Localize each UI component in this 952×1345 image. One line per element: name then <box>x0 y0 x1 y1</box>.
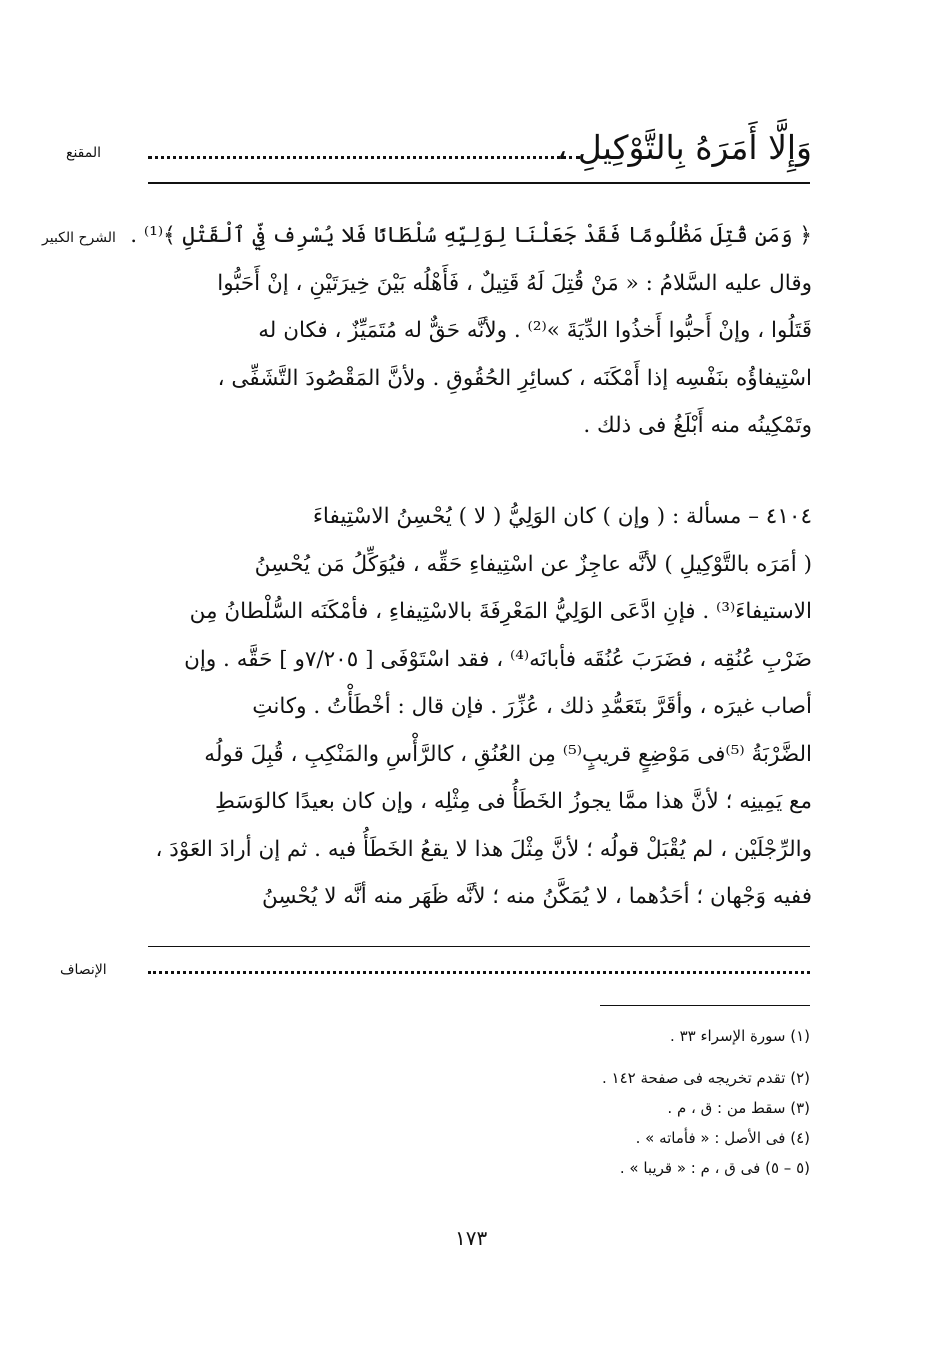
running-header-title: وَإِلَّا أَمَرَهُ بِالتَّوْكِيلِ ، <box>556 128 812 167</box>
footnote-item: (٣) سقط من : ق ، م . <box>667 1099 810 1117</box>
masala-line: مع يَمِينِه ؛ لأنَّ هذا ممَّا يجوزُ الخَطَأُ فى مِثْلِه ، وإن كان بعيدًا كالوَسَطِ <box>215 789 812 814</box>
sharh-line: اسْتِيفاؤُه بنَفْسِه إذا أَمْكَنَه ، كسائِرِ الحُقُوقِ . ولأنَّ المَقْصُودَ التَّشَفِّى ، <box>217 365 812 391</box>
footnote-item: (٢) تقدم تخريجه فى صفحة ١٤٢ . <box>601 1069 810 1087</box>
sharh-line: وتَمْكِينُه منه أَبْلَغُ فى ذلك . <box>583 413 812 438</box>
body-bottom-rule <box>148 946 810 947</box>
masala-line: ( أمَرَه بالتَّوْكِيلِ ) لأنَّه عاجِزٌ عن اسْتِيفاءِ حَقِّه ، فيُوَكِّلُ مَن يُحْسِنُ <box>254 551 812 577</box>
header-rule <box>148 182 810 184</box>
sharh-line: قَتَلُوا ، وإنْ أَحبُّوا أَخذُوا الدِّيَةَ »⁽²⁾ . ولأنَّه حَقٌّ له مُتَمَيِّزٌ ، فكان له <box>258 318 812 343</box>
sharh-line: ﴿ وَمَن قُتِلَ مَظْلُومًا فَقَدْ جَعَلْنَا لِوَلِيِّهِ سُلْطَانًا فَلا يُسْرِف فِّي ٱلْقَتْلِ ﴾⁽¹⁾ . <box>130 223 812 248</box>
side-label-muqni: المقنع <box>66 145 102 161</box>
side-label-sharh-kabir: الشرح الكبير <box>42 230 116 246</box>
masala-line: الضَّرْبَةُ ⁽⁵⁾فى مَوْضِعٍ قريبٍ⁽⁵⁾ مِن العُنُقِ ، كالرَّأْسِ والمَنْكِبِ ، قُبِلَ قولُه <box>204 741 812 767</box>
footnote-item: (٥ – ٥) فى ق ، م : « قريبا » . <box>619 1159 810 1177</box>
sharh-text-block <box>130 212 812 450</box>
footnotes-block <box>310 1021 810 1183</box>
side-label-insaf: الإنصاف <box>60 962 107 978</box>
footnote-item: (٤) فى الأصل : « فأماته » . <box>635 1129 810 1147</box>
footnote-item: (١) سورة الإسراء ٣٣ . <box>670 1027 810 1045</box>
sharh-line: وقال عليه السَّلامُ : « مَنْ قُتِلَ لَهُ قَتِيلٌ ، فَأَهْلُه بَيْنَ خِيرَتَيْنِ ، إنْ أَحَبُّوا <box>217 270 812 296</box>
masala-text-block <box>144 493 812 921</box>
page-number: ١٧٣ <box>455 1226 488 1250</box>
footnote-separator <box>600 1005 810 1006</box>
masala-line: أصاب غيرَه ، وأقَرَّ بتَعَمُّدِ ذلك ، عُزِّرَ . فإن قال : أخْطَأْتُ . وكانتِ <box>252 694 812 719</box>
insaf-dotted-leader <box>148 971 810 974</box>
masala-line: ففيه وَجْهان ؛ أحَدُهما ، لا يُمَكَّنُ منه ؛ لأنَّه ظَهَر منه أنَّه لا يُحْسِنُ <box>261 884 812 909</box>
masala-line: ٤١٠٤ – مسألة : ( وإن ) كان الوَلِيُّ ( لا ) يُحْسِنُ الاسْتِيفاءَ <box>312 504 812 529</box>
masala-line: والرِّجْلَيْن ، لم يُقْبَلْ قولُه ؛ لأنَّ مِثْلَ هذا لا يقعُ الخَطَأُ فيه . ثم إن أرادَ العَوْدَ ، <box>155 836 812 862</box>
masala-line: الاستيفاءَ⁽³⁾ . فإنِ ادَّعَى الوَلِيُّ المَعْرِفَةَ بالاسْتِيفاءِ ، فأمْكَنَه السُّلْطانُ مِن <box>189 599 812 624</box>
masala-line: ضَرْبِ عُنُقِه ، فضَرَبَ عُنُقَه فأبانَه⁽⁴⁾ ، فقد اسْتَوْفَى [ ٧/٢٠٥و ] حَقَّه . وإن <box>184 646 812 672</box>
header-dotted-leader <box>148 156 580 159</box>
